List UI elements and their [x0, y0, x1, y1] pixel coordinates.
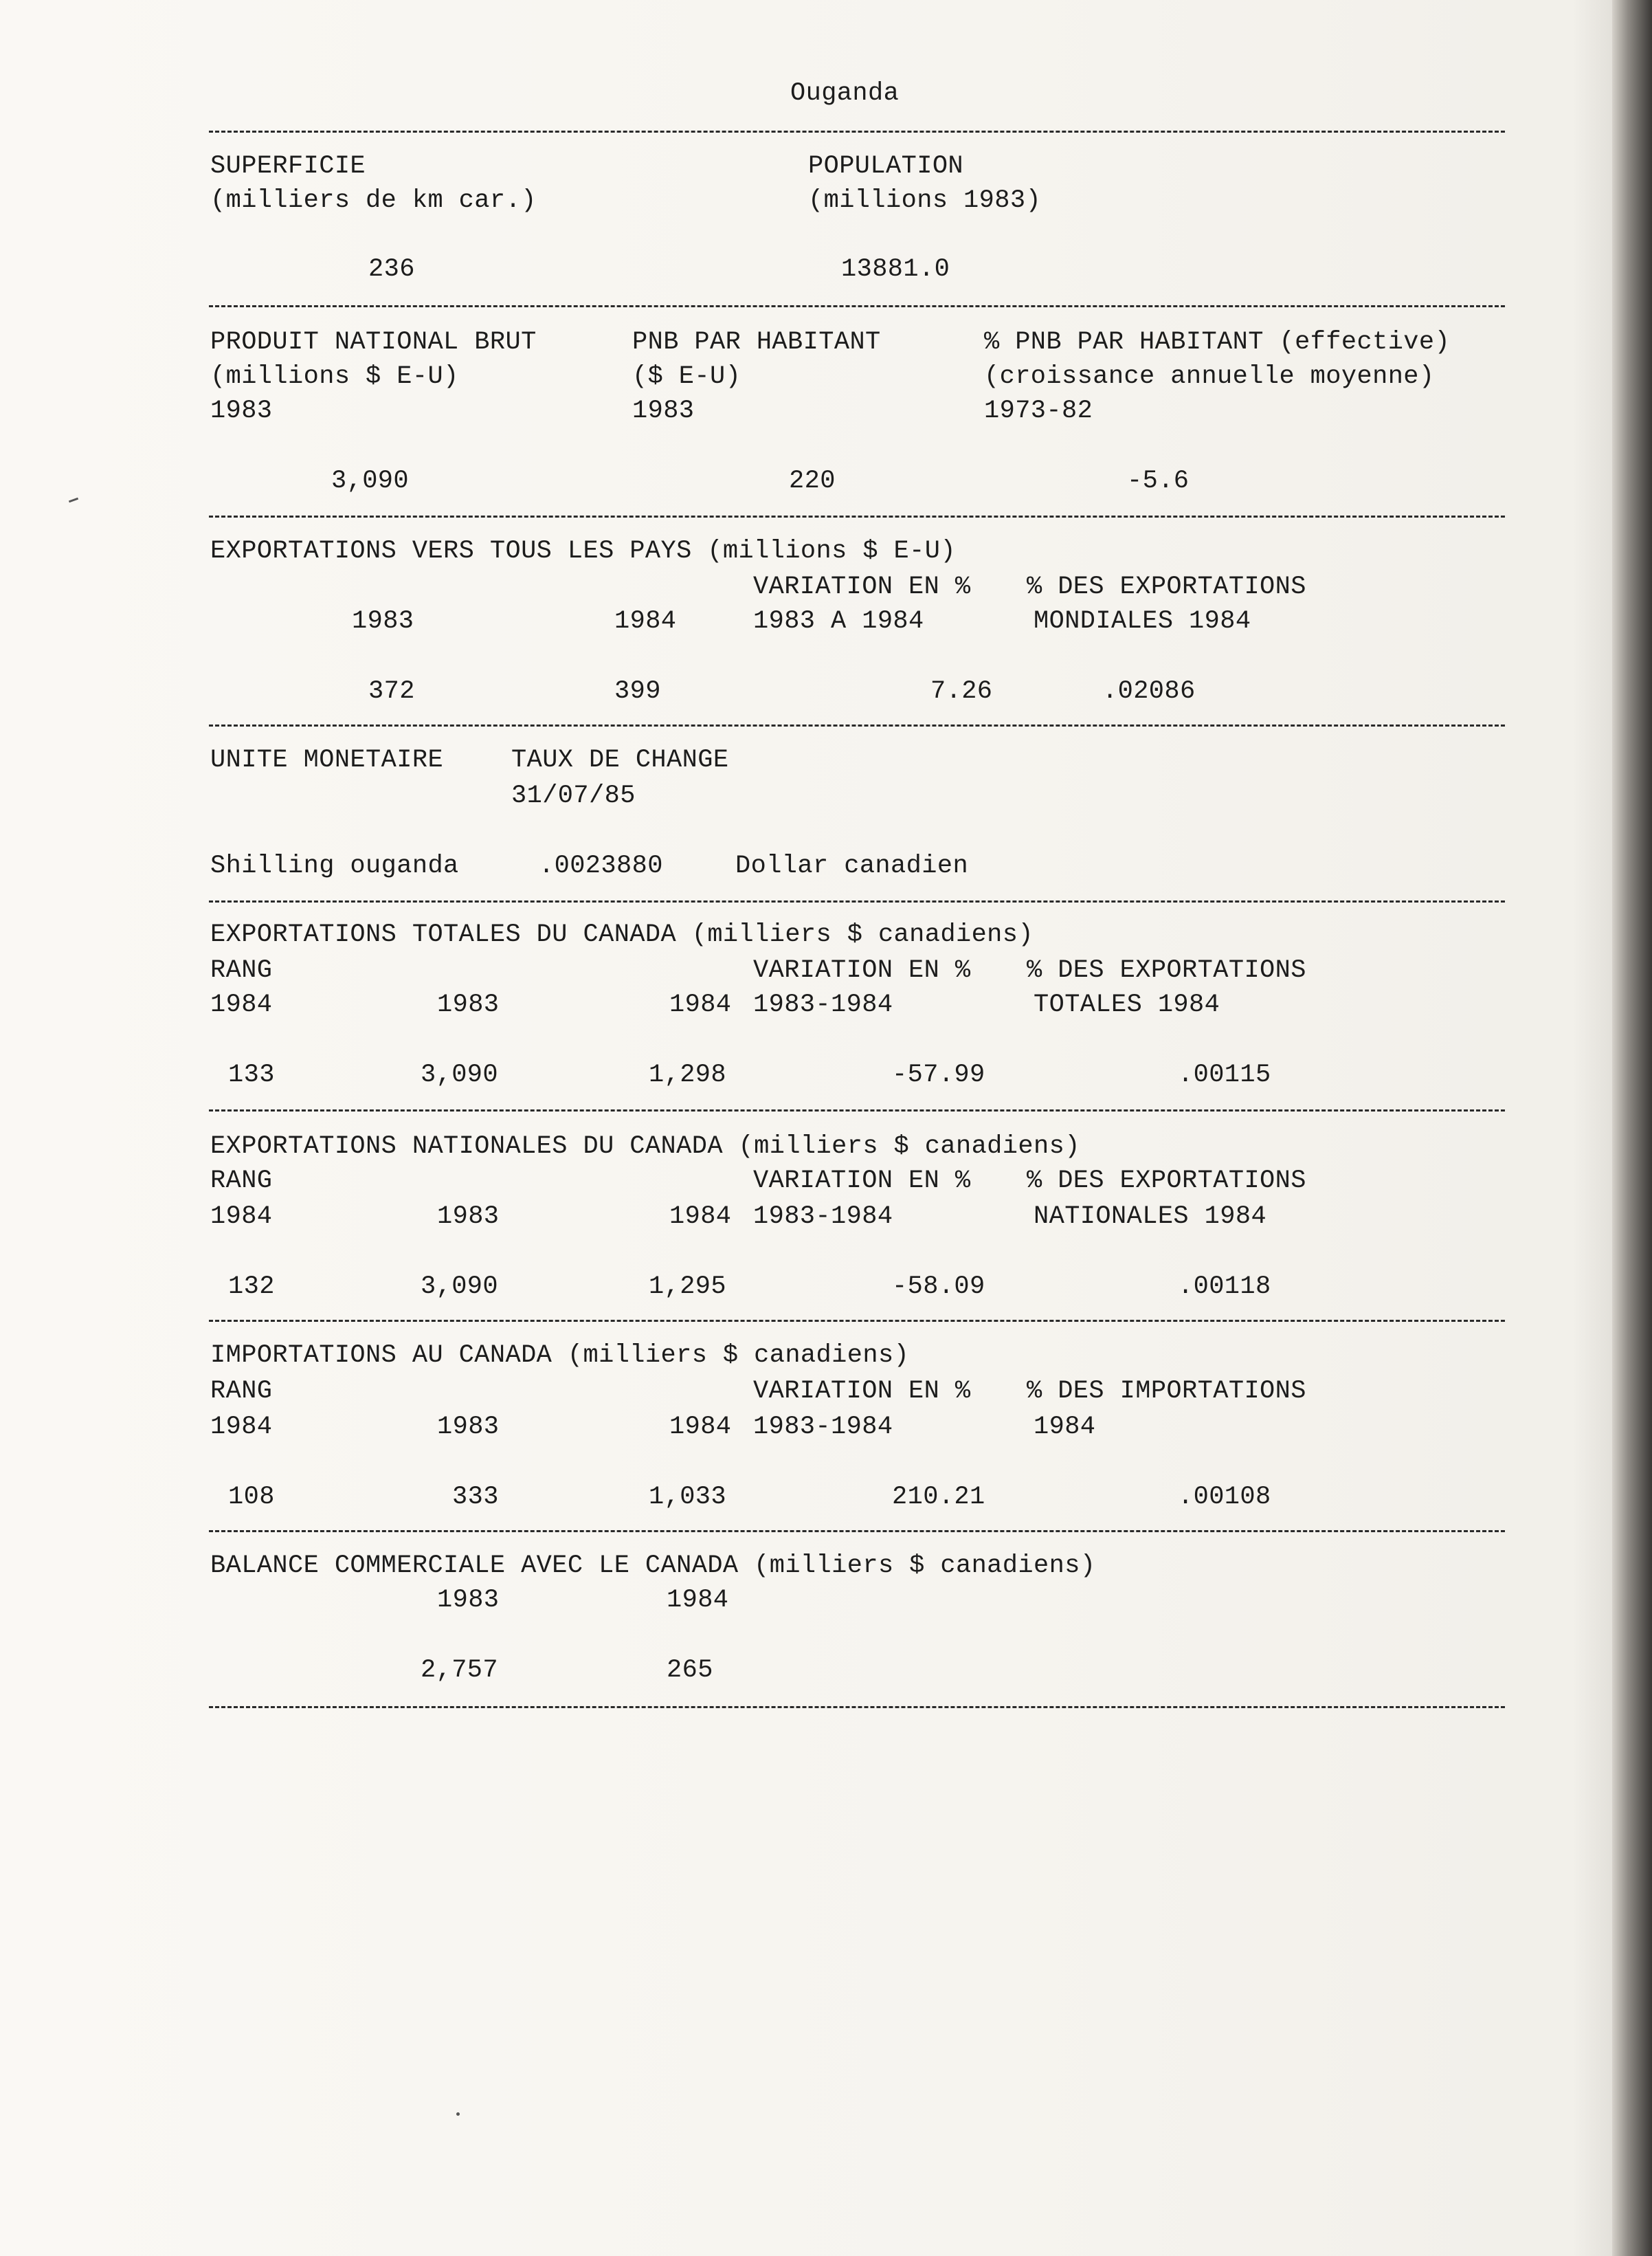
- gnp-unit-label: (millions $ E-U): [210, 362, 459, 391]
- page-title: Ouganda: [790, 79, 900, 108]
- section-divider: [209, 725, 1505, 727]
- imports-share-label: 1984: [1034, 1413, 1096, 1441]
- currency-unit-header: UNITE MONETAIRE: [210, 746, 444, 775]
- world-exports-variation-value: 7.26: [930, 677, 993, 706]
- total-exports-share-value: .00115: [1178, 1061, 1271, 1090]
- section-divider: [209, 305, 1505, 307]
- section-divider: [209, 131, 1505, 133]
- page-edge: [1612, 0, 1652, 2256]
- area-header: SUPERFICIE: [210, 152, 366, 181]
- page-fold-shadow: [1574, 0, 1612, 2256]
- gnp-per-capita-value: 220: [789, 467, 836, 496]
- imports-variation-value: 210.21: [892, 1483, 985, 1512]
- gnp-growth-unit-label: (croissance annuelle moyenne): [984, 362, 1435, 391]
- trade-balance-title: BALANCE COMMERCIALE AVEC LE CANADA (milliers $ canadiens): [210, 1551, 1096, 1580]
- section-divider: [209, 1109, 1505, 1112]
- total-exports-1983-value: 3,090: [421, 1061, 499, 1090]
- imports-rank-year: 1984: [210, 1413, 273, 1441]
- exchange-rate-value: .0023880: [539, 852, 663, 881]
- scan-mark: [69, 498, 78, 503]
- national-exports-share-header: % DES EXPORTATIONS: [1027, 1166, 1306, 1195]
- national-exports-variation-header: VARIATION EN %: [753, 1166, 971, 1195]
- imports-1984-value: 1,033: [649, 1483, 727, 1512]
- imports-year-1983: 1983: [437, 1413, 500, 1441]
- total-exports-share-label: TOTALES 1984: [1034, 991, 1220, 1019]
- world-exports-title: EXPORTATIONS VERS TOUS LES PAYS (millions $ E-U): [210, 537, 956, 566]
- world-exports-1984-value: 399: [614, 677, 661, 706]
- total-exports-rank-label: RANG: [210, 956, 273, 985]
- gnp-growth-period-label: 1973-82: [984, 397, 1093, 425]
- exchange-rate-currency: Dollar canadien: [735, 852, 969, 881]
- total-exports-variation-value: -57.99: [892, 1061, 985, 1090]
- gnp-value: 3,090: [331, 467, 410, 496]
- world-exports-share-value: .02086: [1102, 677, 1196, 706]
- imports-rank-label: RANG: [210, 1377, 273, 1406]
- national-exports-year-1984: 1984: [669, 1202, 732, 1231]
- total-exports-title: EXPORTATIONS TOTALES DU CANADA (milliers $ canadiens): [210, 920, 1034, 949]
- national-exports-rank-value: 132: [228, 1272, 275, 1301]
- world-exports-period-label: 1983 A 1984: [753, 607, 924, 636]
- trade-balance-1983-value: 2,757: [421, 1656, 499, 1685]
- section-divider: [209, 1530, 1505, 1532]
- gnp-growth-header: % PNB PAR HABITANT (effective): [984, 328, 1451, 357]
- population-value: 13881.0: [841, 255, 950, 284]
- imports-year-1984: 1984: [669, 1413, 732, 1441]
- national-exports-share-label: NATIONALES 1984: [1034, 1202, 1267, 1231]
- area-value: 236: [368, 255, 415, 284]
- currency-name: Shilling ouganda: [210, 852, 459, 881]
- exchange-rate-date: 31/07/85: [511, 782, 636, 810]
- population-header: POPULATION: [808, 152, 964, 181]
- total-exports-year-1983: 1983: [437, 991, 500, 1019]
- trade-balance-1984-value: 265: [667, 1656, 713, 1685]
- national-exports-1984-value: 1,295: [649, 1272, 727, 1301]
- imports-title: IMPORTATIONS AU CANADA (milliers $ canadiens): [210, 1341, 910, 1370]
- gnp-per-capita-header: PNB PAR HABITANT: [632, 328, 881, 357]
- world-exports-year-1983: 1983: [352, 607, 414, 636]
- section-divider: [209, 1706, 1505, 1708]
- imports-rank-value: 108: [228, 1483, 275, 1512]
- imports-1983-value: 333: [452, 1483, 499, 1512]
- national-exports-1983-value: 3,090: [421, 1272, 499, 1301]
- imports-share-value: .00108: [1178, 1483, 1271, 1512]
- section-divider: [209, 1320, 1505, 1322]
- exchange-rate-header: TAUX DE CHANGE: [511, 746, 729, 775]
- population-unit-label: (millions 1983): [808, 186, 1042, 215]
- total-exports-1984-value: 1,298: [649, 1061, 727, 1090]
- national-exports-title: EXPORTATIONS NATIONALES DU CANADA (milliers $ canadiens): [210, 1132, 1080, 1161]
- total-exports-share-header: % DES EXPORTATIONS: [1027, 956, 1306, 985]
- imports-share-header: % DES IMPORTATIONS: [1027, 1377, 1306, 1406]
- trade-balance-year-1983: 1983: [437, 1586, 500, 1615]
- national-exports-rank-label: RANG: [210, 1166, 273, 1195]
- world-exports-variation-header: VARIATION EN %: [753, 573, 971, 601]
- gnp-per-capita-year-label: 1983: [632, 397, 695, 425]
- scan-mark: [456, 2112, 460, 2116]
- gnp-header: PRODUIT NATIONAL BRUT: [210, 328, 537, 357]
- national-exports-period-label: 1983-1984: [753, 1202, 893, 1231]
- total-exports-rank-value: 133: [228, 1061, 275, 1090]
- world-exports-share-label: MONDIALES 1984: [1034, 607, 1251, 636]
- national-exports-year-1983: 1983: [437, 1202, 500, 1231]
- world-exports-share-header: % DES EXPORTATIONS: [1027, 573, 1306, 601]
- national-exports-share-value: .00118: [1178, 1272, 1271, 1301]
- national-exports-rank-year: 1984: [210, 1202, 273, 1231]
- imports-variation-header: VARIATION EN %: [753, 1377, 971, 1406]
- total-exports-rank-year: 1984: [210, 991, 273, 1019]
- section-divider: [209, 900, 1505, 903]
- national-exports-variation-value: -58.09: [892, 1272, 985, 1301]
- trade-balance-year-1984: 1984: [667, 1586, 729, 1615]
- world-exports-year-1984: 1984: [614, 607, 677, 636]
- total-exports-variation-header: VARIATION EN %: [753, 956, 971, 985]
- total-exports-year-1984: 1984: [669, 991, 732, 1019]
- area-unit-label: (milliers de km car.): [210, 186, 537, 215]
- imports-period-label: 1983-1984: [753, 1413, 893, 1441]
- gnp-per-capita-unit-label: ($ E-U): [632, 362, 741, 391]
- section-divider: [209, 516, 1505, 518]
- gnp-growth-value: -5.6: [1127, 467, 1190, 496]
- world-exports-1983-value: 372: [368, 677, 415, 706]
- gnp-year-label: 1983: [210, 397, 273, 425]
- total-exports-period-label: 1983-1984: [753, 991, 893, 1019]
